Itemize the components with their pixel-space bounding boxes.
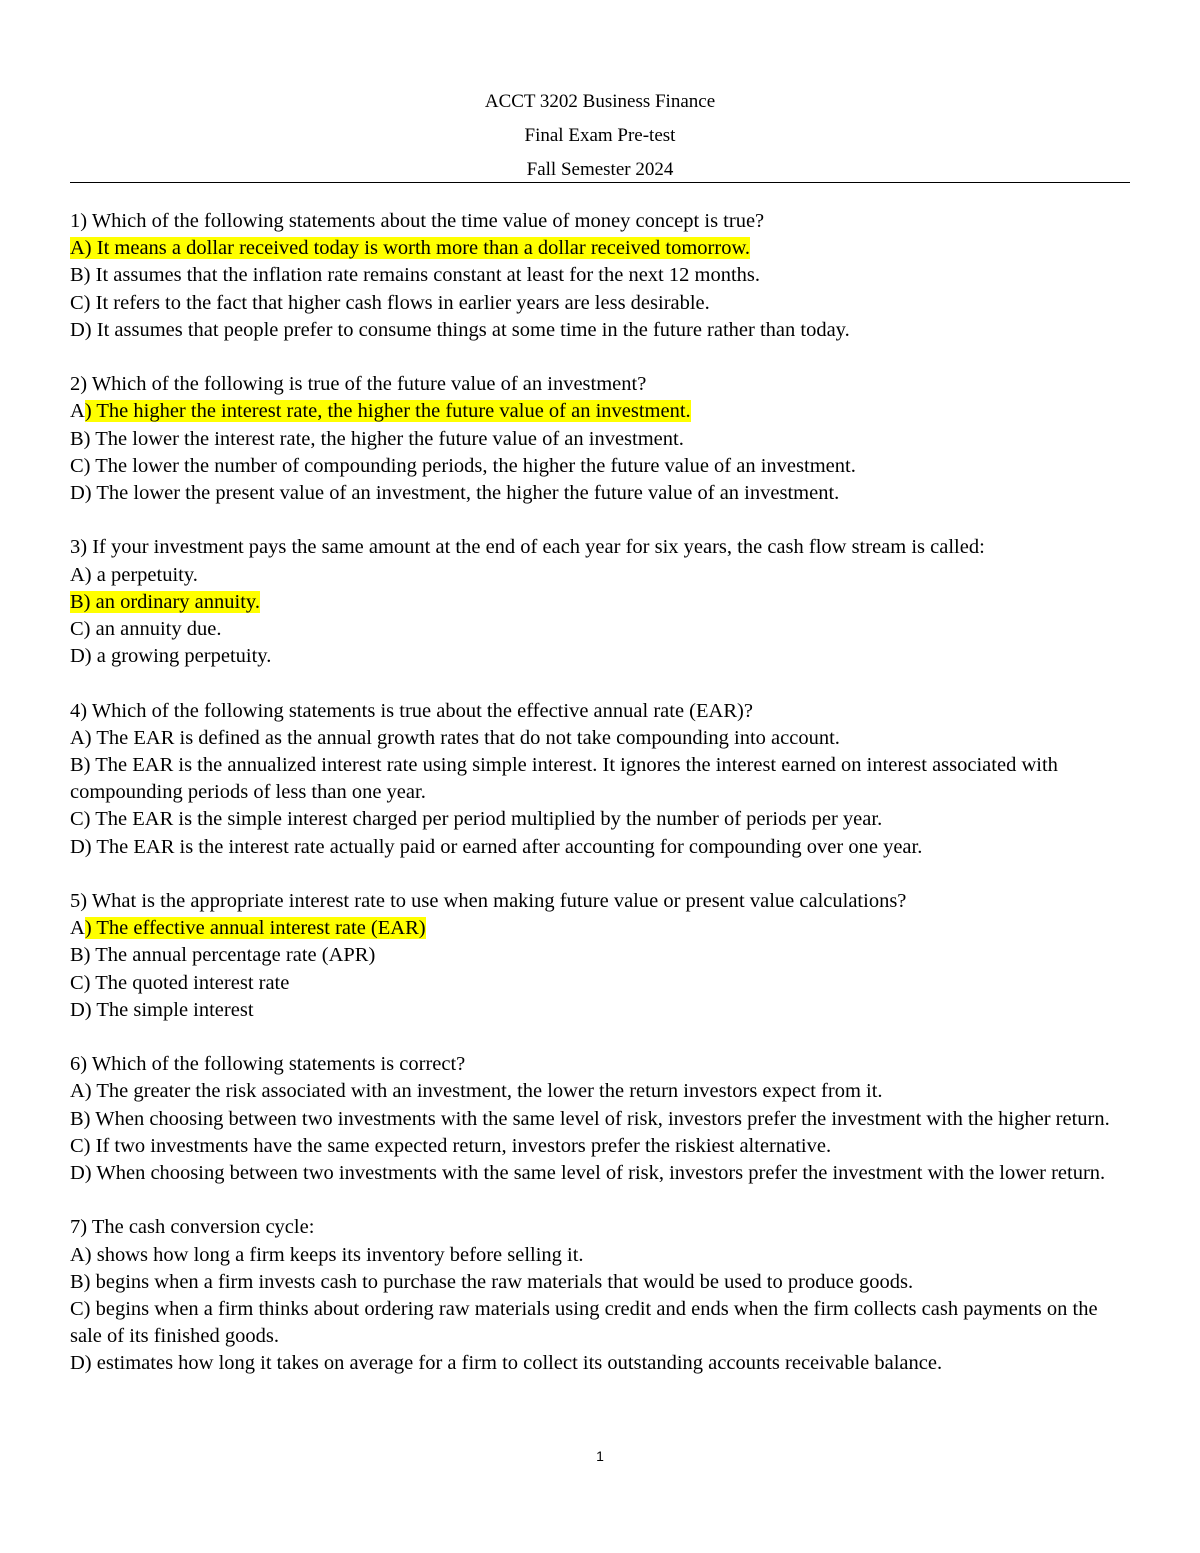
answer-option	[70, 262, 1130, 289]
answer-option	[70, 1133, 1130, 1160]
highlighted-answer-text: ) The higher the interest rate, the higher the future value of an investment.	[84, 400, 691, 423]
answer-option	[70, 834, 1130, 861]
answer-option-text: B) The annual percentage rate (APR)	[70, 944, 376, 967]
header-divider	[70, 182, 1130, 183]
question-block	[70, 1214, 1130, 1377]
question-block	[70, 698, 1130, 861]
answer-option	[70, 1296, 1130, 1350]
answer-option-text: B) The EAR is the annualized interest rate using simple interest. It ignores the interest earned on interest associated with compounding periods of less than one year.	[70, 754, 1058, 804]
question-block	[70, 534, 1130, 670]
answer-option	[70, 426, 1130, 453]
answer-option	[70, 1078, 1130, 1105]
question-block	[70, 208, 1130, 344]
answer-option-text: C) It refers to the fact that higher cash flows in earlier years are less desirable.	[70, 291, 710, 314]
answer-option	[70, 1106, 1130, 1133]
answer-option-text: C) If two investments have the same expected return, investors prefer the riskiest alternative.	[70, 1134, 832, 1157]
highlighted-answer-text: A) It means a dollar received today is worth more than a dollar received tomorrow.	[70, 237, 751, 260]
answer-option	[70, 643, 1130, 670]
course-title: ACCT 3202 Business Finance	[484, 91, 716, 112]
answer-option-text: C) begins when a firm thinks about ordering raw materials using credit and ends when the firm collects cash payments on the sale of its finished goods.	[70, 1298, 1098, 1348]
answer-option	[70, 806, 1130, 833]
question-stem: 2) Which of the following is true of the future value of an investment?	[70, 373, 647, 396]
question-block	[70, 888, 1130, 1024]
answer-option	[70, 616, 1130, 643]
question-stem: 1) Which of the following statements about the time value of money concept is true?	[70, 210, 765, 232]
answer-option	[70, 942, 1130, 969]
answer-option-text: D) estimates how long it takes on average for a firm to collect its outstanding accounts receivable balance.	[70, 1352, 943, 1375]
answer-option-text: D) The EAR is the interest rate actually paid or earned after accounting for compounding over one year.	[70, 835, 923, 858]
exam-title: Final Exam Pre-test	[524, 125, 676, 146]
question-block	[70, 1051, 1130, 1187]
answer-option	[70, 562, 1130, 589]
answer-option-text: D) The lower the present value of an investment, the higher the future value of an investment.	[70, 482, 840, 505]
answer-option	[70, 752, 1130, 806]
answer-option-text: B) It assumes that the inflation rate remains constant at least for the next 12 months.	[70, 264, 760, 287]
answer-option	[70, 915, 1130, 942]
question-stem: 4) Which of the following statements is true about the effective annual rate (EAR)?	[70, 699, 753, 722]
answer-option	[70, 970, 1130, 997]
answer-option-text: C) The quoted interest rate	[70, 971, 290, 994]
answer-option	[70, 589, 1130, 616]
answer-option-text: B) begins when a firm invests cash to purchase the raw materials that would be used to produce goods.	[70, 1270, 914, 1293]
term-label: Fall Semester 2024	[526, 159, 674, 180]
answer-option	[70, 1242, 1130, 1269]
answer-option-text: B) When choosing between two investments with the same level of risk, investors prefer the investment with the higher return.	[70, 1107, 1110, 1130]
question-stem: 5) What is the appropriate interest rate to use when making future value or present value calculations?	[70, 890, 907, 913]
answer-option-text: D) The simple interest	[70, 998, 254, 1021]
answer-option	[70, 1160, 1130, 1187]
answer-option	[70, 235, 1130, 262]
answer-option	[70, 398, 1130, 425]
answer-option-text: A) a perpetuity.	[70, 563, 198, 586]
answer-option-text: D) a growing perpetuity.	[70, 645, 272, 668]
highlighted-answer-text: B) an ordinary annuity.	[70, 590, 260, 613]
answer-option-text: D) It assumes that people prefer to consume things at some time in the future rather than today.	[70, 318, 850, 341]
answer-option-text: A) The EAR is defined as the annual growth rates that do not take compounding into account.	[70, 726, 840, 749]
answer-option	[70, 290, 1130, 317]
question-stem: 6) Which of the following statements is correct?	[70, 1053, 466, 1076]
question-stem: 3) If your investment pays the same amount at the end of each year for six years, the cash flow stream is called:	[70, 536, 985, 559]
answer-option-text: A) shows how long a firm keeps its inventory before selling it.	[70, 1243, 584, 1266]
question-list	[70, 208, 1130, 1405]
answer-option-text: C) The lower the number of compounding periods, the higher the future value of an investment.	[70, 454, 856, 477]
answer-option	[70, 1269, 1130, 1296]
answer-option-text: B) The lower the interest rate, the higher the future value of an investment.	[70, 427, 684, 450]
answer-option	[70, 480, 1130, 507]
answer-option-text: A	[70, 917, 85, 940]
answer-option-text: C) an annuity due.	[70, 618, 222, 641]
answer-option	[70, 997, 1130, 1024]
answer-option	[70, 453, 1130, 480]
answer-option-text: A) The greater the risk associated with an investment, the lower the return investors expect from it.	[70, 1080, 883, 1103]
question-block	[70, 371, 1130, 507]
answer-option	[70, 725, 1130, 752]
answer-option	[70, 317, 1130, 344]
question-stem: 7) The cash conversion cycle:	[70, 1216, 315, 1239]
highlighted-answer-text: ) The effective annual interest rate (EAR)	[84, 917, 426, 940]
answer-option	[70, 1350, 1130, 1377]
answer-option-text: D) When choosing between two investments with the same level of risk, investors prefer the investment with the lower return.	[70, 1162, 1106, 1185]
page-number: 1	[596, 1448, 604, 1464]
document-header	[70, 88, 1130, 190]
answer-option-text: C) The EAR is the simple interest charged per period multiplied by the number of periods per year.	[70, 808, 883, 831]
answer-option-text: A	[70, 400, 85, 423]
